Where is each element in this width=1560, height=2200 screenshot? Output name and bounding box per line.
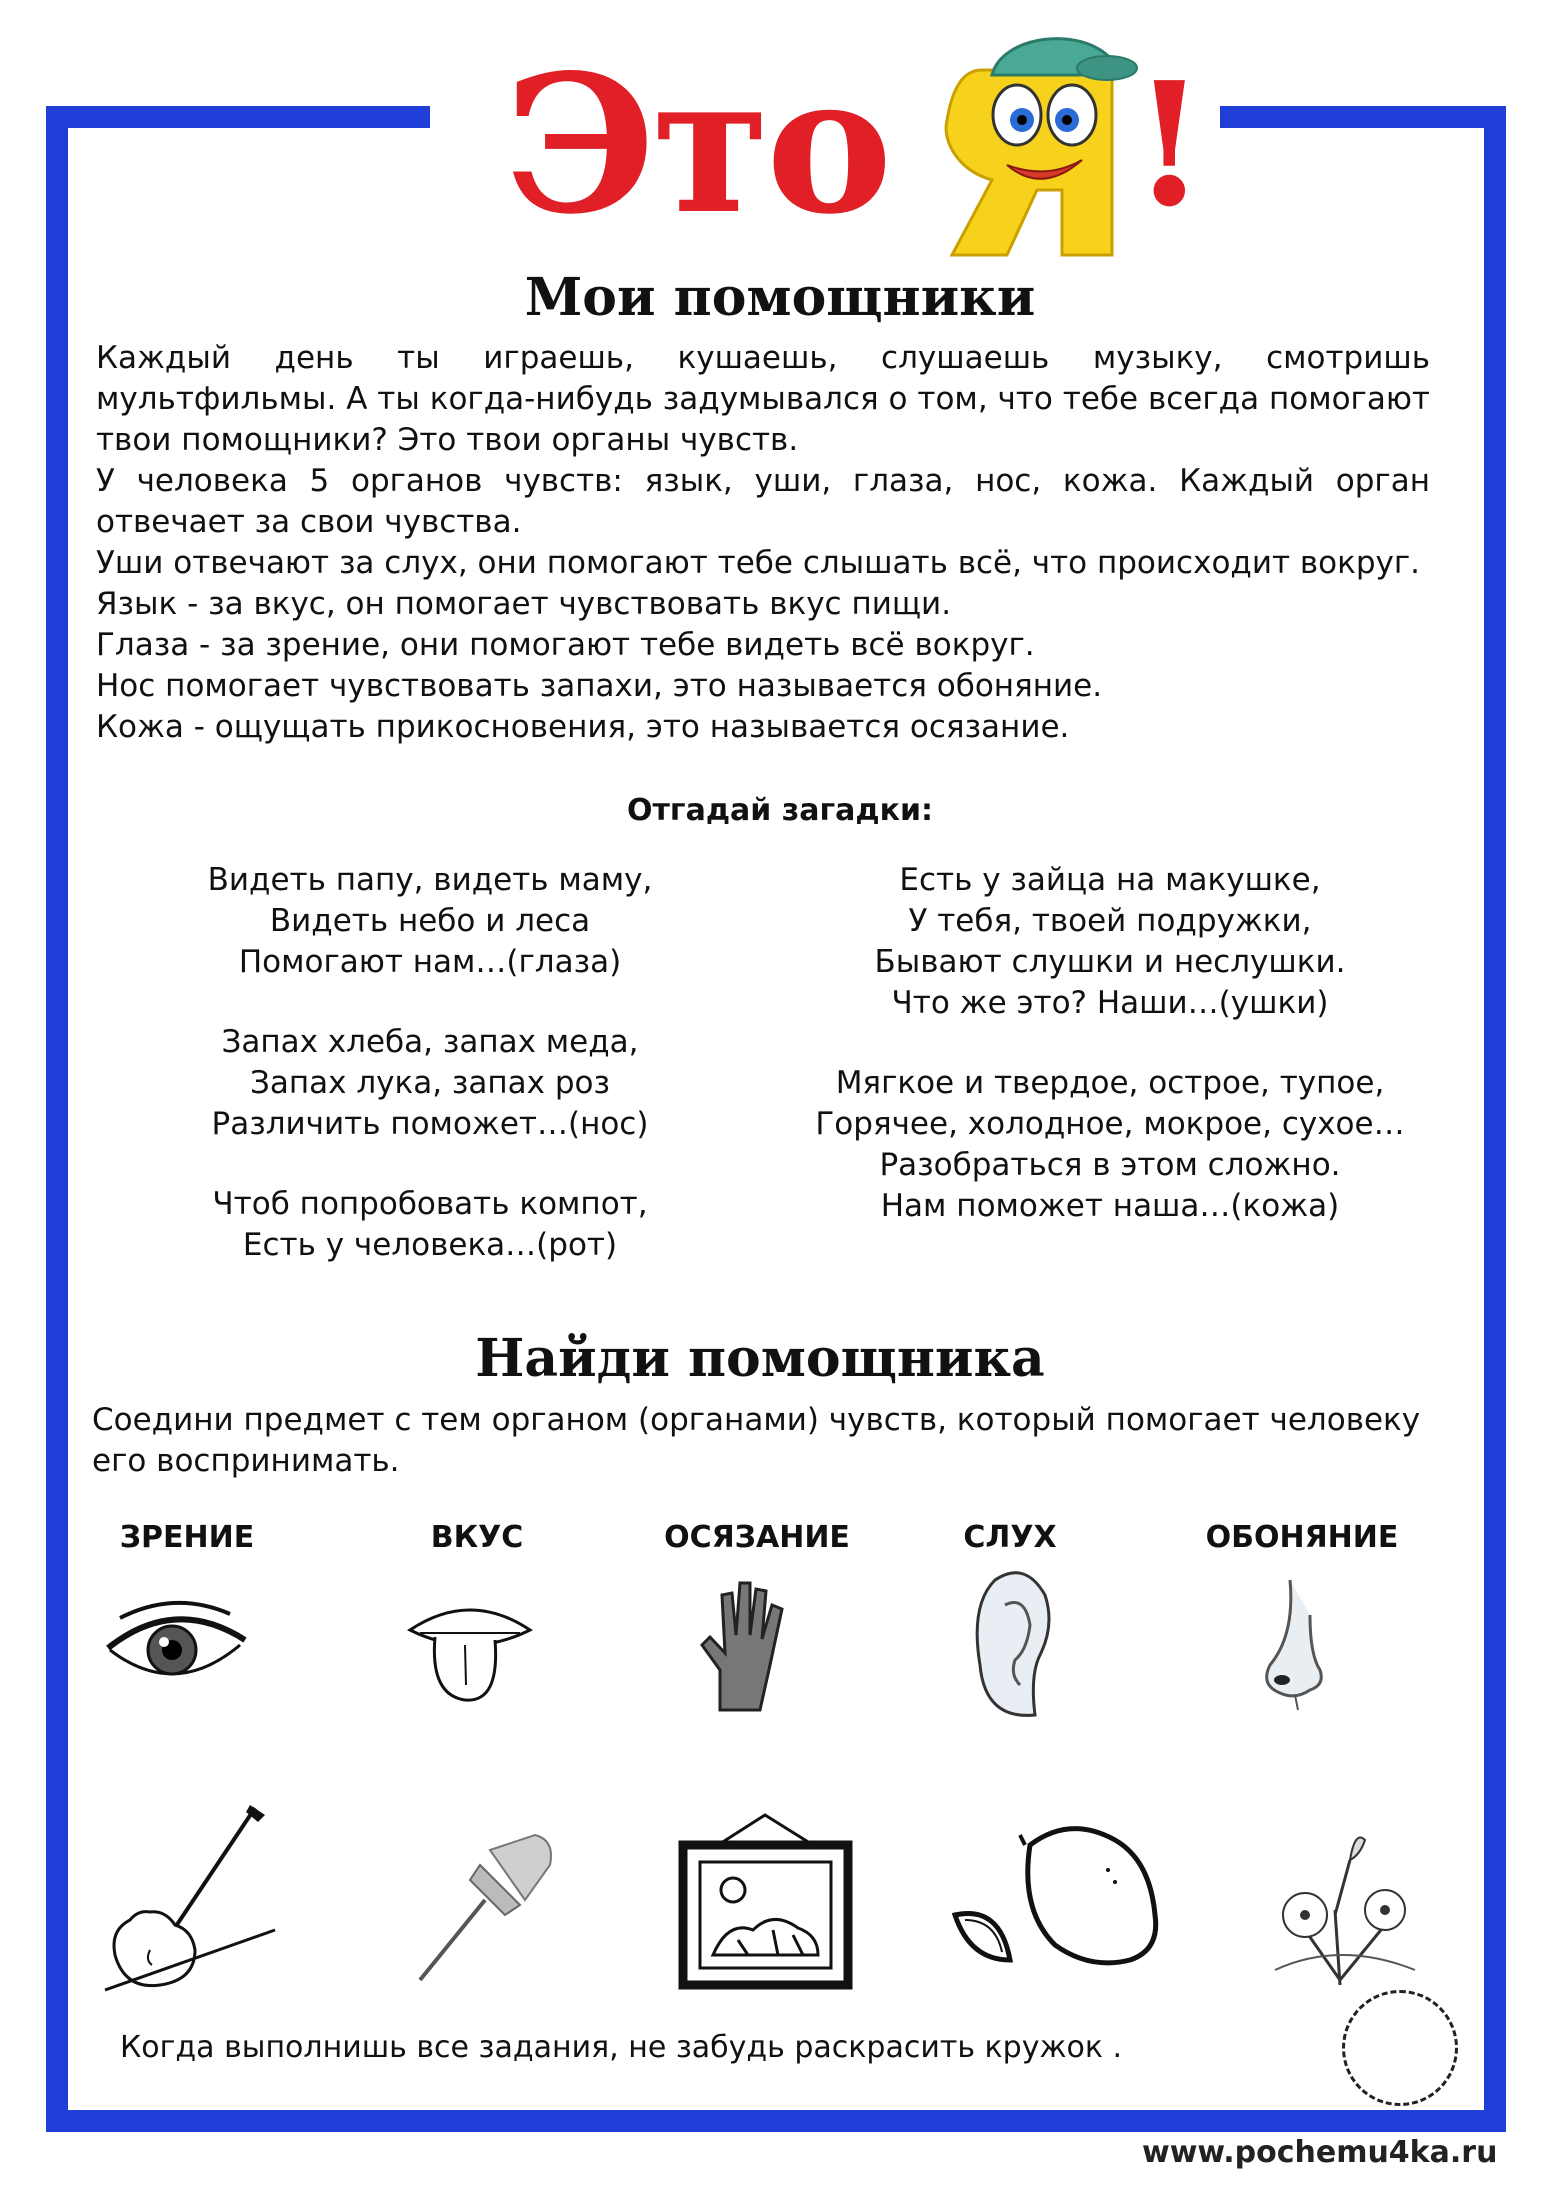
- riddle-line: У тебя, твоей подружки,: [908, 903, 1312, 939]
- riddle-line: Мягкое и твердое, острое, тупое,: [835, 1065, 1385, 1101]
- riddle-line: Есть у зайца на макушке,: [899, 862, 1321, 898]
- section-title-find-helper: Найди помощника: [475, 1328, 1045, 1389]
- riddle-line: Горячее, холодное, мокрое, сухое…: [815, 1106, 1405, 1142]
- flowers-icon: [1255, 1820, 1425, 1990]
- violin-icon: [100, 1800, 280, 2000]
- intro-paragraph: Нос помогает чувствовать запахи, это называется обоняние.: [96, 668, 1103, 704]
- footer-note: Когда выполнишь все задания, не забудь раскрасить кружок .: [120, 2030, 1123, 2065]
- title-exclamation: !: [1132, 45, 1207, 245]
- riddle-line: Видеть папу, видеть маму,: [207, 862, 653, 898]
- ear-icon: [965, 1565, 1055, 1725]
- riddle-nose: [130, 1022, 730, 1145]
- sense-label-hearing: СЛУХ: [963, 1520, 1057, 1555]
- sense-label-touch: ОСЯЗАНИЕ: [664, 1520, 850, 1555]
- sense-label-smell: ОБОНЯНИЕ: [1205, 1520, 1399, 1555]
- riddle-line: Видеть небо и леса: [269, 903, 591, 939]
- riddle-eyes: [130, 860, 730, 983]
- riddle-line: Различить поможет…(нос): [211, 1106, 649, 1142]
- intro-paragraph: Кожа - ощущать прикосновения, это называется осязание.: [96, 709, 1070, 745]
- riddle-line: Запах хлеба, запах меда,: [221, 1024, 639, 1060]
- color-circle[interactable]: [1342, 1990, 1458, 2106]
- riddle-line: Разобраться в этом сложно.: [879, 1147, 1341, 1183]
- riddle-ears: [810, 860, 1410, 1024]
- riddle-mouth: [130, 1184, 730, 1266]
- lemon-icon: [950, 1820, 1170, 1970]
- intro-text: [96, 338, 1430, 748]
- riddle-line: Что же это? Наши…(ушки): [891, 985, 1329, 1021]
- intro-paragraph: Язык - за вкус, он помогает чувствовать вкус пищи.: [96, 586, 952, 622]
- riddle-line: Помогают нам…(глаза): [238, 944, 622, 980]
- framed-picture-icon: [678, 1810, 853, 1990]
- intro-paragraph: Уши отвечают за слух, они помогают тебе слышать всё, что происходит вокруг.: [96, 545, 1421, 581]
- riddle-line: Запах лука, запах роз: [250, 1065, 610, 1101]
- riddle-skin: [810, 1063, 1410, 1227]
- intro-paragraph: Глаза - за зрение, они помогают тебе видеть всё вокруг.: [96, 627, 1035, 663]
- sense-label-taste: ВКУС: [430, 1520, 524, 1555]
- push-pin-icon: [400, 1810, 560, 1990]
- intro-paragraph: У человека 5 органов чувств: язык, уши, глаза, нос, кожа. Каждый орган отвечает за свои чувства.: [96, 463, 1430, 540]
- intro-paragraph: Каждый день ты играешь, кушаешь, слушаешь музыку, смотришь мультфильмы. А ты когда-нибудь задумывался о том, что тебе всегда помогают твои помощники? Это твои органы чувств.: [96, 340, 1430, 458]
- riddle-line: Есть у человека…(рот): [242, 1227, 618, 1263]
- riddles-title: Отгадай загадки:: [627, 793, 933, 828]
- task-instruction: Соедини предмет с тем органом (органами) чувств, который помогает человеку его воспринимать.: [92, 1402, 1421, 1479]
- nose-icon: [1250, 1575, 1340, 1715]
- eye-icon: [100, 1600, 250, 1690]
- sense-label-sight: ЗРЕНИЕ: [119, 1520, 255, 1555]
- riddle-line: Чтоб попробовать компот,: [212, 1186, 648, 1222]
- riddle-line: Бывают слушки и неслушки.: [874, 944, 1346, 980]
- hand-icon: [690, 1575, 790, 1715]
- page-title-word: Это: [505, 33, 889, 256]
- riddle-line: Нам поможет наша…(кожа): [880, 1188, 1340, 1224]
- section-title-helpers: Мои помощники: [524, 267, 1036, 328]
- mouth-tongue-icon: [400, 1585, 540, 1715]
- site-url[interactable]: www.pochemu4ka.ru: [1142, 2135, 1498, 2170]
